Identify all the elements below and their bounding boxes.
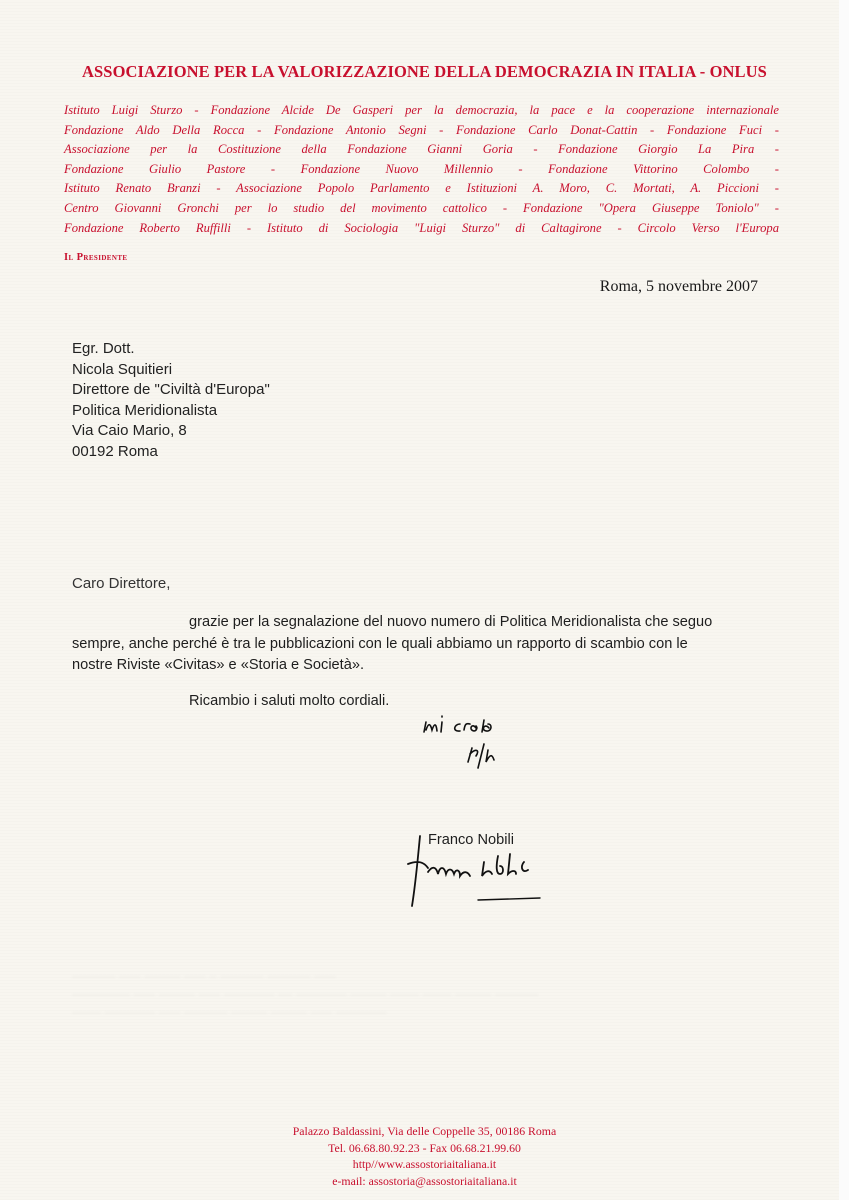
signer-name: Franco Nobili [428,832,514,848]
member-line: Fondazione Aldo Della Rocca - Fondazione Antonio Segni - Fondazione Carlo Donat-Cattin - Fondazione Fuci - [64,122,779,137]
footer-website: http//www.assostoriaitaliana.it [352,1157,497,1171]
letterhead-title: ASSOCIAZIONE PER LA VALORIZZAZIONE DELLA DEMOCRAZIA IN ITALIA - ONLUS [82,62,767,81]
letter-body [72,612,775,677]
letter-date: Roma, 5 novembre 2007 [599,278,758,295]
body-line: nostre Riviste «Civitas» e «Storia e Società». [72,657,365,673]
page-edge [839,0,849,1200]
handwritten-note-icon [410,710,560,790]
footer-phone-fax: Tel. 06.68.80.92.23 - Fax 06.68.21.99.60 [328,1140,521,1155]
member-line: Istituto Renato Branzi - Associazione Popolo Parlamento e Istituzioni A. Moro, C. Mortati, A. Piccioni - [64,181,779,196]
recipient-line: Politica Meridionalista [72,401,218,419]
body-line [72,612,775,634]
member-line: Istituto Luigi Sturzo - Fondazione Alcide De Gasperi per la democrazia, la pace e la cooperazione internazionale [64,103,779,117]
letterhead-footer [0,1123,849,1189]
signature-icon [398,826,578,916]
show-through-text: ______ ___ _____ ___ _ ______ ______ ___ ________ ___ _____ ___ _______ __ _______ _____ ____ ____ _____ ______ ____ _______ ___ ______ _____ _____ ___ _______ [72,963,539,1014]
recipient-address [72,339,270,463]
footer-address: Palazzo Baldassini, Via delle Coppelle 35, 00186 Roma [292,1124,557,1138]
recipient-line: Direttore de "Civiltà d'Europa" [72,381,270,399]
member-line: Fondazione Roberto Ruffilli - Istituto di Sociologia "Luigi Sturzo" di Caltagirone - Circolo Verso l'Europa [64,220,779,235]
body-line: sempre, anche perché è tra le pubblicazioni con le quali abbiamo un rapporto di scambio con le [72,635,688,652]
member-line: Fondazione Giulio Pastore - Fondazione Nuovo Millennio - Fondazione Vittorino Colombo - [64,161,779,176]
footer-email: e-mail: assostoria@assostoriaitaliana.it [332,1173,517,1188]
president-role: Il Presidente [64,252,128,263]
closing-line: Ricambio i saluti molto cordiali. [189,693,390,709]
recipient-line: Nicola Squitieri [72,360,173,378]
recipient-line: Via Caio Mario, 8 [72,422,187,440]
body-line-text: grazie per la segnalazione del nuovo numero di Politica Meridionalista che seguo [189,614,713,630]
salutation: Caro Direttore, [72,575,171,592]
member-institutions [64,101,779,238]
member-line: Associazione per la Costituzione della Fondazione Gianni Goria - Fondazione Giorgio La Pira - [64,142,779,157]
recipient-line: Egr. Dott. [72,340,135,357]
member-line: Centro Giovanni Gronchi per lo studio del movimento cattolico - Fondazione "Opera Giuseppe Toniolo" - [64,200,779,215]
recipient-line: 00192 Roma [72,442,158,460]
